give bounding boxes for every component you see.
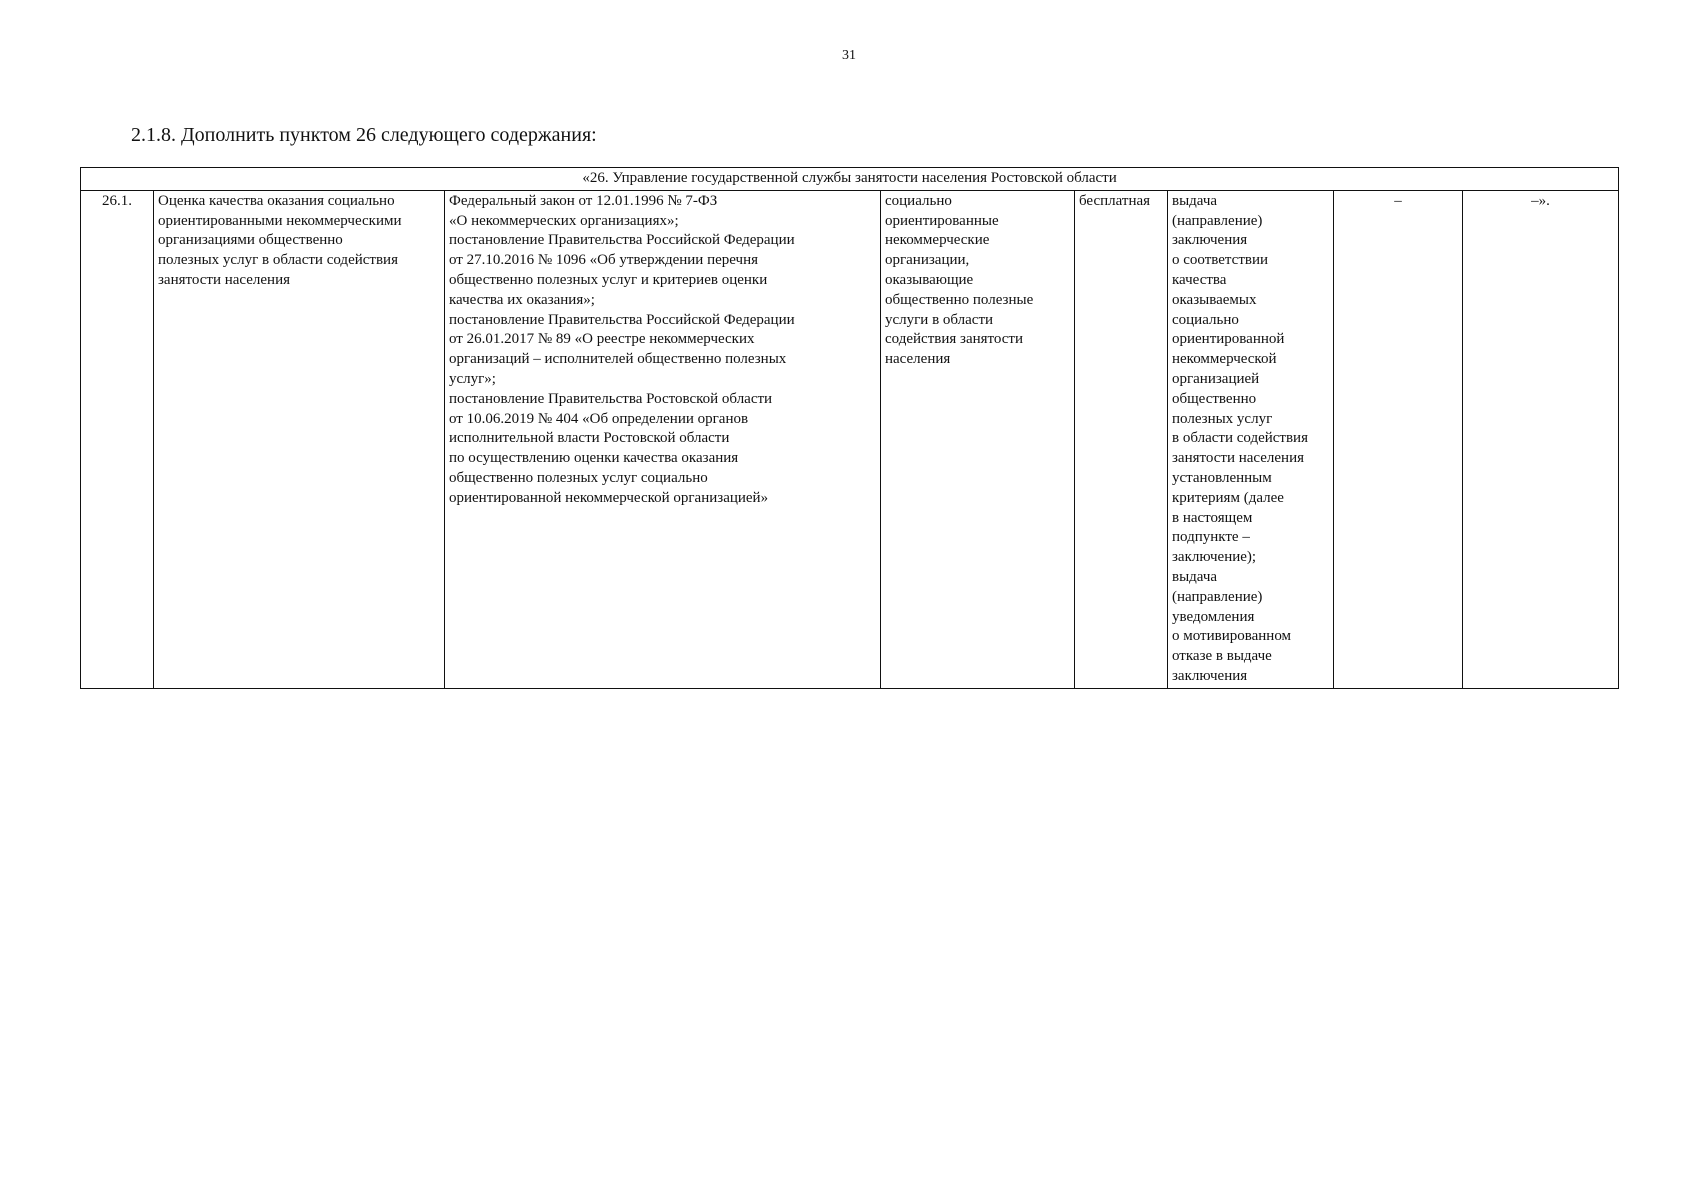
column-7-cell: – bbox=[1334, 190, 1463, 688]
page-number: 31 bbox=[842, 48, 856, 63]
payment-cell: бесплатная bbox=[1075, 190, 1168, 688]
legal-basis-cell: Федеральный закон от 12.01.1996 № 7-ФЗ «О некоммерческих организациях»; постановление Правительства Российской Федерации от 27.10.2016 № 1096 «Об утверждении перечня общественно полезных услуг и критериев оценки качества их оказания»; постановление Правительства Российской Федерации от 26.01.2017 № 89 «О реестре некоммерческих организаций – исполнителей общественно полезных услуг»; постановление Правительства Ростовской области от 10.06.2019 № 404 «Об определении органов исполнительной власти Ростовской области по осуществлению оценки качества оказания общественно полезных услуг социально ориентированной некоммерческой организацией» bbox=[445, 190, 881, 688]
row-number-cell: 26.1. bbox=[81, 190, 154, 688]
result-cell: выдача (направление) заключения о соответствии качества оказываемых социально ориентированной некоммерческой организацией общественно полезных услуг в области содействия занятости населения установленным критериям (далее в настоящем подпункте – заключение); выдача (направление) уведомления о мотивированном отказе в выдаче заключения bbox=[1168, 190, 1334, 688]
service-name-cell: Оценка качества оказания социально ориентированными некоммерческими организациями общественно полезных услуг в области содействия занятости населения bbox=[154, 190, 445, 688]
table-row bbox=[81, 190, 1619, 688]
recipients-cell: социально ориентированные некоммерческие организации, оказывающие общественно полезные услуги в области содействия занятости населения bbox=[881, 190, 1075, 688]
column-8-cell: –». bbox=[1463, 190, 1619, 688]
table-header-row bbox=[81, 168, 1619, 191]
intro-paragraph: 2.1.8. Дополнить пунктом 26 следующего содержания: bbox=[131, 124, 597, 146]
services-table bbox=[80, 167, 1619, 689]
table-section-header: «26. Управление государственной службы занятости населения Ростовской области bbox=[81, 168, 1619, 191]
